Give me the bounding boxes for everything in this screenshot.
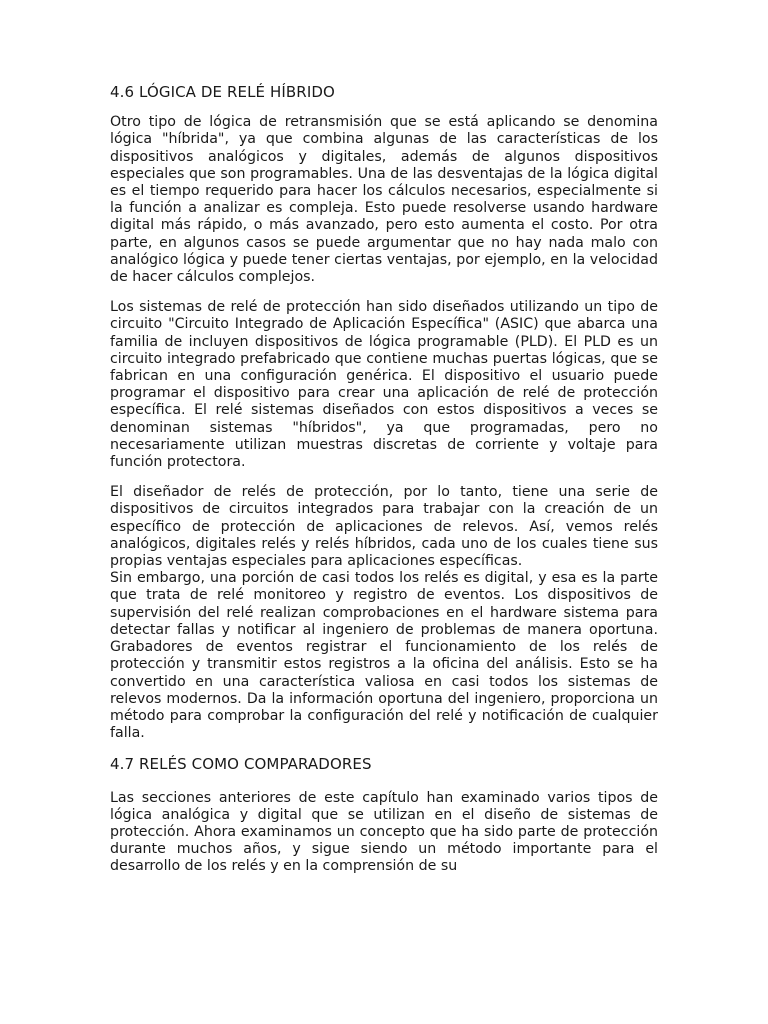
paragraph-relay-designer: El diseñador de relés de protección, por lo tanto, tiene una serie de dispositivos de circuitos integrados para trabajar con la creación de un específico de protección de aplicaciones de relevos. Así, vemos relés analógicos, digitales relés y relés híbridos, cada uno de los cuales tiene sus propias ventajas especiales para aplicaciones específicas.	[110, 484, 658, 570]
paragraph-hybrid-logic-intro: Otro tipo de lógica de retransmisión que se está aplicando se denomina lógica "híbrida", ya que combina algunas de las características de los dispositivos analógicos y digitales, además de algunos dispositivos especiales que son programables. Una de las desventajas de la lógica digital es el tiempo requerido para hacer los cálculos necesarios, especialmente si la función a analizar es compleja. Esto puede resolverse usando hardware digital más rápido, o más avanzado, pero esto aumenta el costo. Por otra parte, en algunos casos se puede argumentar que no hay nada malo con analógico lógica y puede tener ciertas ventajas, por ejemplo, en la velocidad de hacer cálculos complejos.	[110, 114, 658, 286]
paragraph-relay-monitoring: Sin embargo, una porción de casi todos los relés es digital, y esa es la parte que trata de relé monitoreo y registro de eventos. Los dispositivos de supervisión del relé realizan comprobaciones en el hardware sistema para detectar fallas y notificar al ingeniero de problemas de manera oportuna. Grabadores de eventos registrar el funcionamiento de los relés de protección y transmitir estos registros a la oficina del análisis. Esto se ha convertido en una característica valiosa en casi todos los sistemas de relevos modernos. Da la información oportuna del ingeniero, proporciona un método para comprobar la configuración del relé y notificación de cualquier falla.	[110, 570, 658, 742]
section-heading-4-7: 4.7 RELÉS COMO COMPARADORES	[110, 755, 372, 774]
document-page	[110, 84, 658, 889]
section-heading-4-6: 4.6 LÓGICA DE RELÉ HÍBRIDO	[110, 83, 335, 101]
paragraph-asic-pld: Los sistemas de relé de protección han sido diseñados utilizando un tipo de circuito "Circuito Integrado de Aplicación Específica" (ASIC) que abarca una familia de incluyen dispositivos de lógica programable (PLD). El PLD es un circuito integrado prefabricado que contiene muchas puertas lógicas, que se fabrican en una configuración genérica. El dispositivo el usuario puede programar el dispositivo para crear una aplicación de relé de protección específica. El relé sistemas diseñados con estos dispositivos a veces se denominan sistemas "híbridos", ya que programadas, pero no necesariamente utilizan muestras discretas de corriente y voltaje para función protectora.	[110, 299, 658, 471]
paragraph-comparators-intro: Las secciones anteriores de este capítulo han examinado varios tipos de lógica analógica y digital que se utilizan en el diseño de sistemas de protección. Ahora examinamos un concepto que ha sido parte de protección durante muchos años, y sigue siendo un método importante para el desarrollo de los relés y en la comprensión de su	[110, 789, 658, 875]
